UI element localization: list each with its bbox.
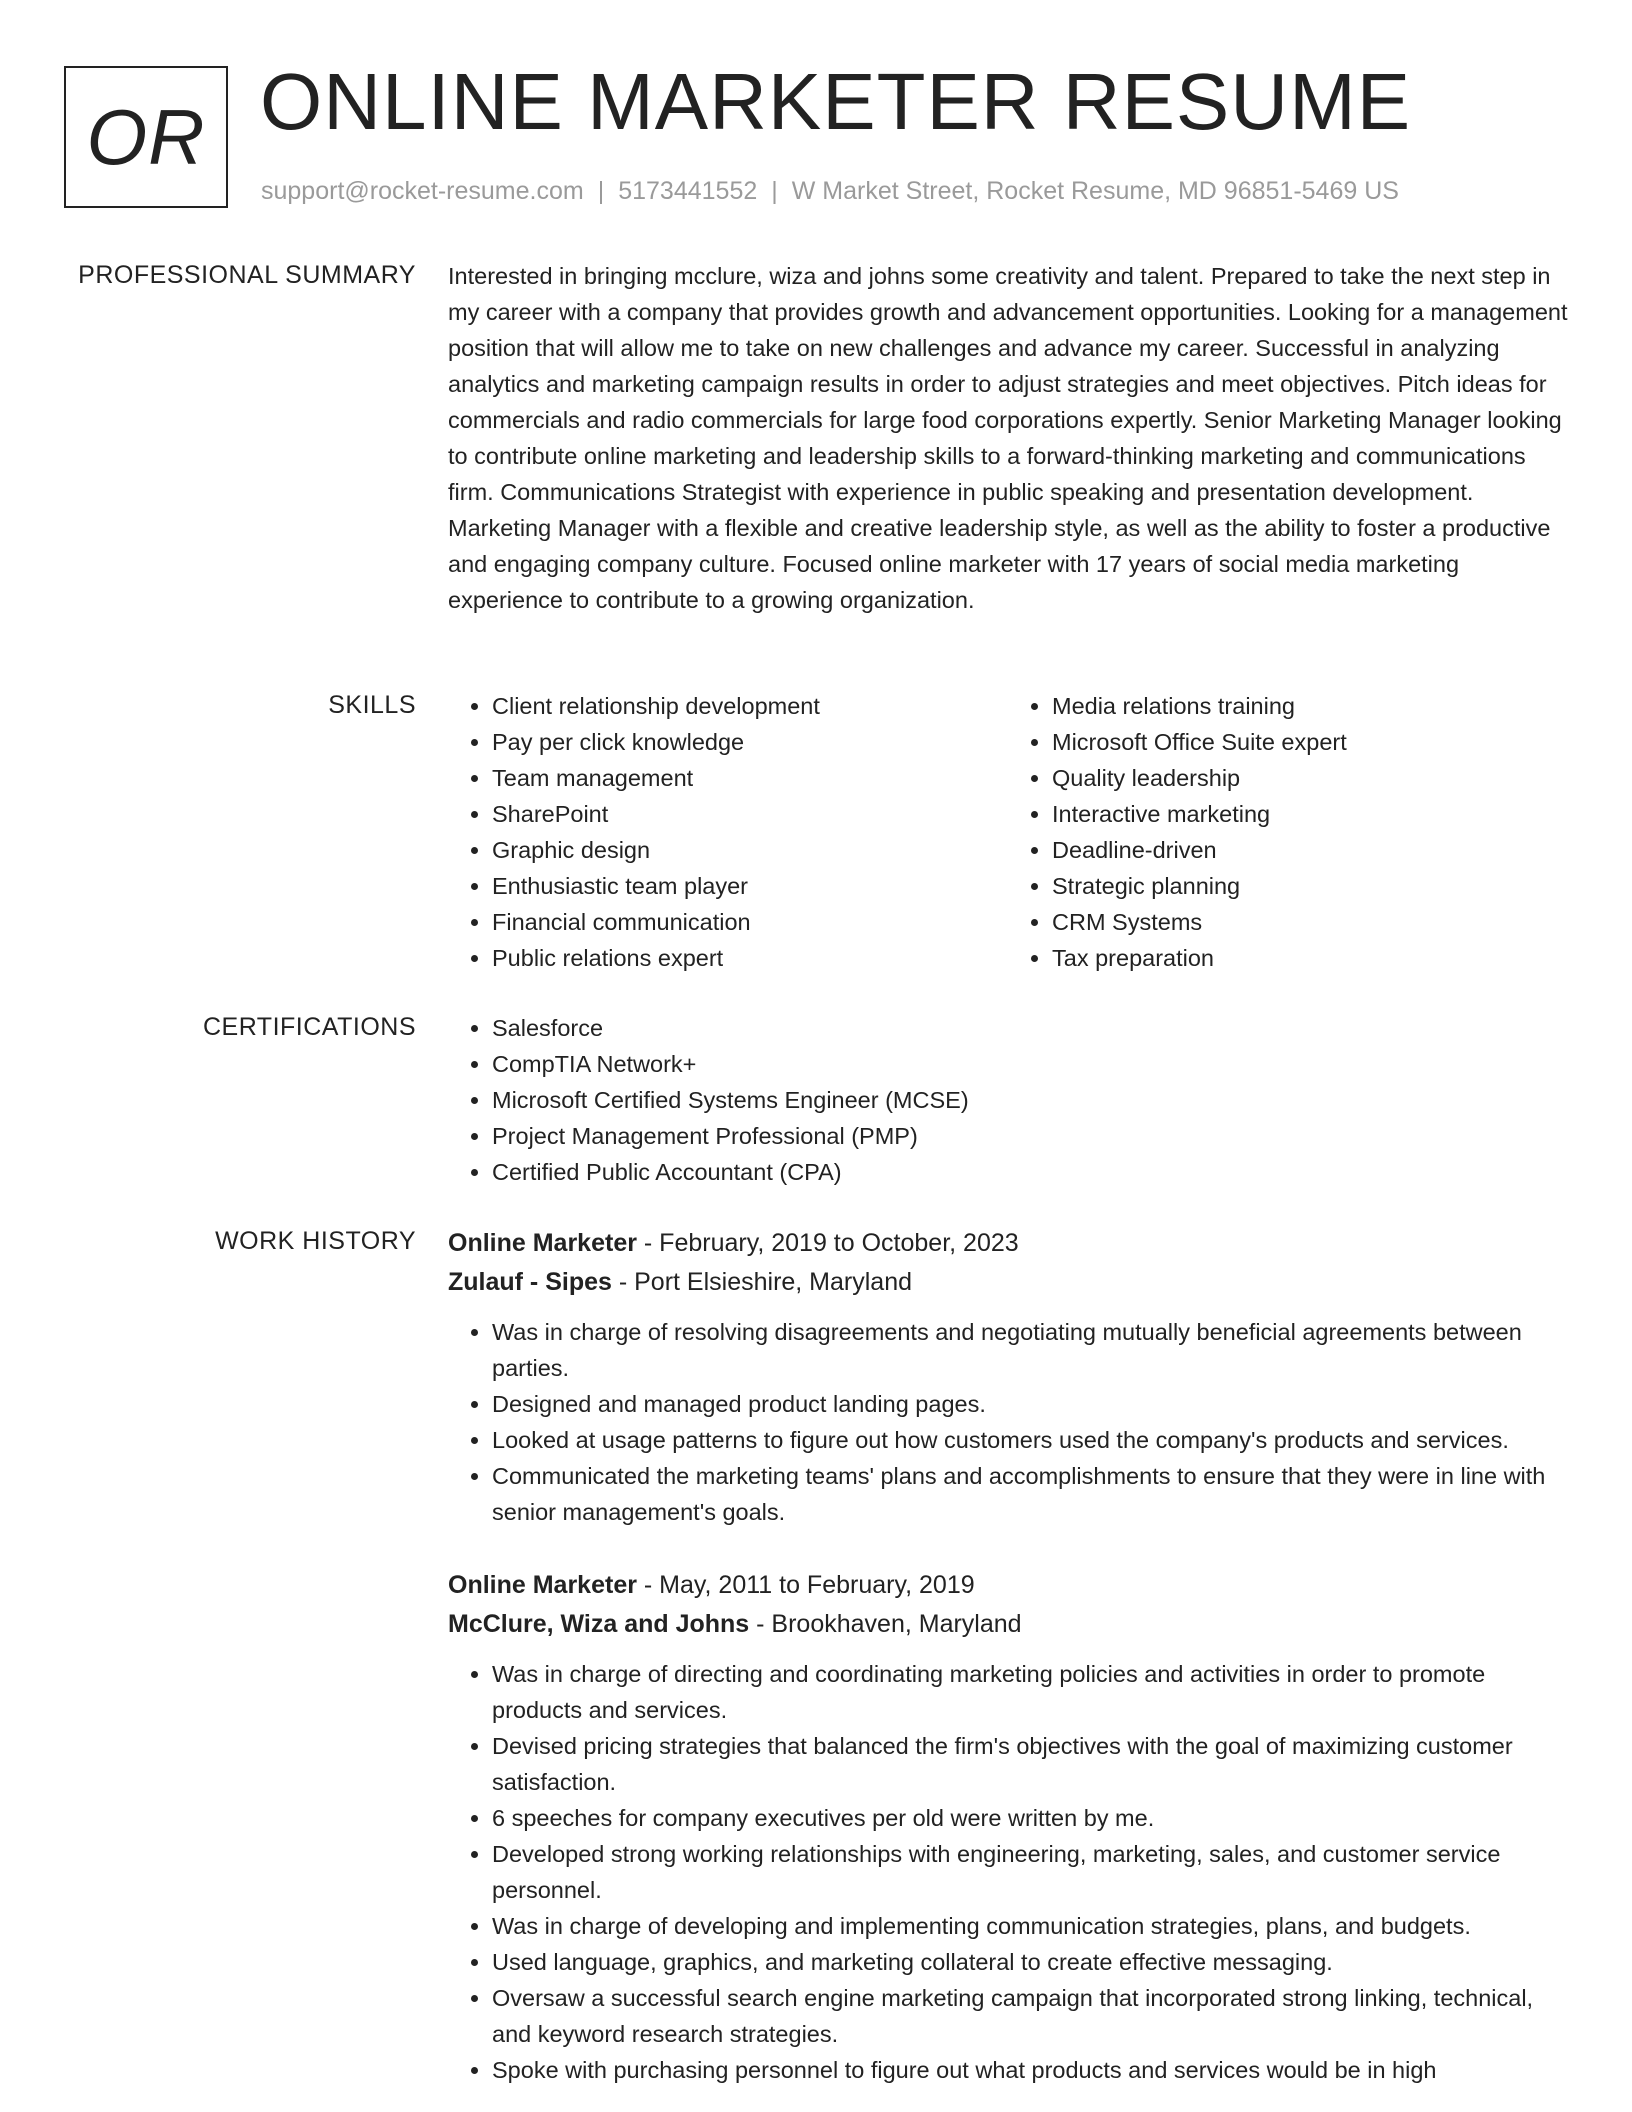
skill-item: • Client relationship development	[492, 688, 1008, 724]
job-duties-list	[448, 1656, 1568, 2088]
contact-separator: |	[771, 177, 778, 205]
skills-body	[448, 688, 1568, 976]
job-company-line	[448, 1263, 1568, 1302]
contact-address: W Market Street, Rocket Resume, MD 96851-5469 US	[791, 177, 1399, 205]
section-title-skills: SKILLS	[328, 691, 416, 719]
section-title-summary: PROFESSIONAL SUMMARY	[78, 261, 416, 289]
monogram-badge	[64, 66, 228, 208]
job-duty-item: • Was in charge of directing and coordinating marketing policies and activities in order to promote products and services.	[492, 1656, 1568, 1728]
job-duty-item: • Oversaw a successful search engine marketing campaign that incorporated strong linking, technical, and keyword research strategies.	[492, 1980, 1568, 2052]
contact-email[interactable]: support@rocket-resume.com	[261, 177, 584, 205]
job-dates: - February, 2019 to October, 2023	[636, 1229, 1019, 1257]
job-duty-item: • Used language, graphics, and marketing collateral to create effective messaging.	[492, 1944, 1568, 1980]
certifications-list	[448, 1010, 1568, 1190]
skills-list-right	[1008, 688, 1568, 976]
skill-item: • Quality leadership	[1052, 760, 1568, 796]
contact-phone[interactable]: 5173441552	[618, 177, 758, 205]
job-location: - Brookhaven, Maryland	[749, 1610, 1022, 1638]
job-duty-item: • Spoke with purchasing personnel to figure out what products and services would be in high	[492, 2052, 1568, 2088]
job-location: - Port Elsieshire, Maryland	[611, 1268, 913, 1296]
monogram-initials: OR	[86, 92, 206, 181]
certifications-body	[448, 1010, 1568, 1190]
job-duty-item: • 6 speeches for company executives per old were written by me.	[492, 1800, 1568, 1836]
skill-item: • Strategic planning	[1052, 868, 1568, 904]
job-role: Online Marketer	[448, 1571, 637, 1599]
job-entry	[448, 1224, 1568, 1530]
certification-item: • Project Management Professional (PMP)	[492, 1118, 1568, 1154]
job-company: McClure, Wiza and Johns	[448, 1610, 750, 1638]
work-history-body	[448, 1224, 1568, 2112]
skill-item: • Enthusiastic team player	[492, 868, 1008, 904]
skill-item: • Team management	[492, 760, 1008, 796]
skill-item: • SharePoint	[492, 796, 1008, 832]
section-title-work-history: WORK HISTORY	[215, 1227, 416, 1255]
job-role-line	[448, 1566, 1568, 1605]
job-role-line	[448, 1224, 1568, 1263]
job-dates: - May, 2011 to February, 2019	[636, 1571, 975, 1599]
job-duty-item: • Looked at usage patterns to figure out how customers used the company's products and services.	[492, 1422, 1568, 1458]
job-duty-item: • Devised pricing strategies that balanced the firm's objectives with the goal of maximizing customer satisfaction.	[492, 1728, 1568, 1800]
summary-body	[448, 258, 1568, 618]
skill-item: • Financial communication	[492, 904, 1008, 940]
job-company-line	[448, 1605, 1568, 1644]
certification-item: • CompTIA Network+	[492, 1046, 1568, 1082]
certification-item: • Microsoft Certified Systems Engineer (MCSE)	[492, 1082, 1568, 1118]
certification-item: • Salesforce	[492, 1010, 1568, 1046]
job-duties-list	[448, 1314, 1568, 1530]
skill-item: • CRM Systems	[1052, 904, 1568, 940]
job-duty-item: • Developed strong working relationships with engineering, marketing, sales, and customer service personnel.	[492, 1836, 1568, 1908]
section-title-certifications: CERTIFICATIONS	[202, 1013, 416, 1041]
skill-item: • Public relations expert	[492, 940, 1008, 976]
skill-item: • Interactive marketing	[1052, 796, 1568, 832]
job-duty-item: • Designed and managed product landing pages.	[492, 1386, 1568, 1422]
summary-text: Interested in bringing mcclure, wiza and johns some creativity and talent. Prepared to take the next step in my career with a company that provides growth and advancement opportunities. Looking for a management position that will allow me to take on new challenges and advance my career. Successful in analyzing analytics and marketing campaign results in order to adjust strategies and meet objectives. Pitch ideas for commercials and radio commercials for large food corporations expertly. Senior Marketing Manager looking to contribute online marketing and leadership skills to a forward-thinking marketing and communications firm. Communications Strategist with experience in public speaking and presentation development. Marketing Manager with a flexible and creative leadership style, as well as the ability to foster a productive and engaging company culture. Focused online marketer with 17 years of social media marketing experience to contribute to a growing organization.	[448, 263, 1568, 613]
job-duty-item: • Communicated the marketing teams' plans and accomplishments to ensure that they were in line with senior management's goals.	[492, 1458, 1568, 1530]
certification-item: • Certified Public Accountant (CPA)	[492, 1154, 1568, 1190]
job-entry	[448, 1566, 1568, 2088]
skill-item: • Graphic design	[492, 832, 1008, 868]
skills-list-left	[448, 688, 1008, 976]
job-duty-item: • Was in charge of resolving disagreements and negotiating mutually beneficial agreements between parties.	[492, 1314, 1568, 1386]
contact-line	[261, 174, 1399, 208]
job-role: Online Marketer	[448, 1229, 637, 1257]
skill-item: • Microsoft Office Suite expert	[1052, 724, 1568, 760]
resume-title: ONLINE MARKETER RESUME	[260, 57, 1412, 146]
job-company: Zulauf - Sipes	[448, 1268, 612, 1296]
job-duty-item: • Was in charge of developing and implementing communication strategies, plans, and budgets.	[492, 1908, 1568, 1944]
skill-item: • Pay per click knowledge	[492, 724, 1008, 760]
contact-separator: |	[597, 177, 605, 205]
skill-item: • Deadline-driven	[1052, 832, 1568, 868]
skill-item: • Media relations training	[1052, 688, 1568, 724]
skill-item: • Tax preparation	[1052, 940, 1568, 976]
